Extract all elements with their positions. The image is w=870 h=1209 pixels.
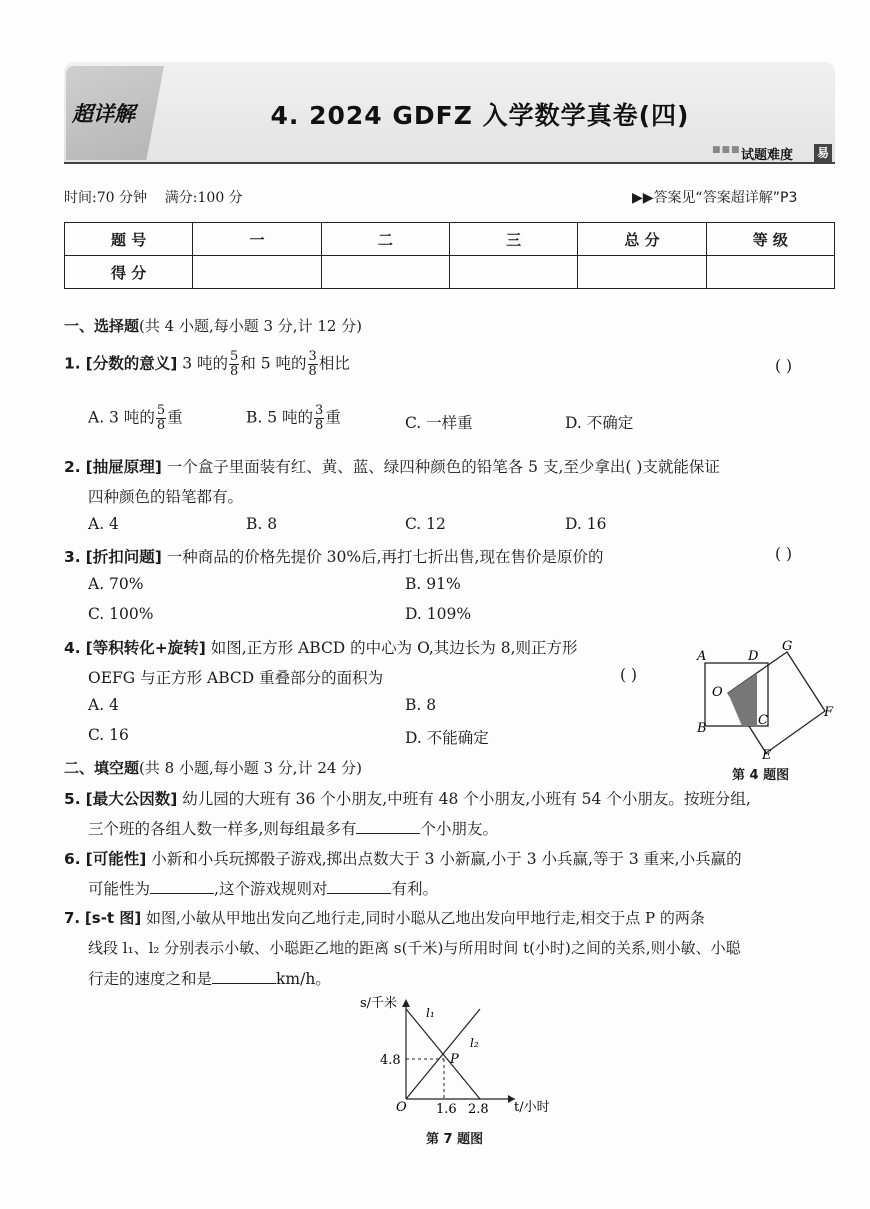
question-tag: [等积转化+旋转]: [85, 639, 206, 657]
question-2: 2. [抽屉原理] 一个盒子里面装有红、黄、蓝、绿四种颜色的铅笔各 5 支,至少拿出( )支就能保证: [64, 458, 720, 476]
question-tag: [分数的意义]: [85, 354, 178, 373]
label-o: O: [712, 685, 723, 700]
question-tag: [抽屉原理]: [85, 458, 162, 476]
y-axis-label: s/千米: [360, 996, 398, 1011]
answer-paren[interactable]: ( ): [775, 357, 793, 375]
question-tag: [最大公因数]: [85, 790, 178, 808]
y-axis-arrow-icon: [402, 999, 410, 1007]
option-b[interactable]: B. 8: [246, 515, 278, 533]
logo: 超详解: [72, 102, 135, 126]
option-a[interactable]: A. 4: [88, 515, 119, 533]
question-7-cont2: 行走的速度之和是 km/h。: [88, 970, 331, 988]
figure-squares: [690, 636, 840, 784]
x-tick-label: 1.6: [436, 1102, 457, 1117]
question-7: 7. [s-t 图] 如图,小敏从甲地出发向乙地行走,同时小聪从乙地出发向甲地行走,相交于点 P 的两条: [64, 909, 705, 927]
question-4-cont: OEFG 与正方形 ABCD 重叠部分的面积为: [88, 669, 384, 687]
question-5: 5. [最大公因数] 幼儿园的大班有 36 个小朋友,中班有 48 个小朋友,小班有 54 个小朋友。按班分组,: [64, 790, 751, 808]
option-c[interactable]: C. 12: [405, 515, 446, 533]
origin-label: O: [396, 1100, 407, 1115]
score-row-label: 得 分: [65, 256, 193, 289]
paper-title: 4. 2024 GDFZ 入学数学真卷(四): [270, 101, 690, 130]
score-table-header-row: [65, 223, 835, 256]
option-d[interactable]: D. 16: [565, 515, 607, 533]
figure-st-graph: [340, 995, 570, 1123]
answer-paren[interactable]: ( ): [620, 666, 638, 684]
difficulty-dots-icon: ■■■: [712, 145, 741, 155]
l2-label: l₂: [470, 1036, 479, 1050]
exam-time: 时间:70 分钟: [64, 190, 147, 206]
question-3: 3. [折扣问题] 一种商品的价格先提价 30%后,再打七折出售,现在售价是原价的: [64, 548, 604, 566]
score-table-header-cell: 总 分: [578, 223, 706, 256]
fraction: $\frac{5}{8}$: [230, 349, 239, 379]
score-cell[interactable]: [706, 256, 834, 289]
answer-blank[interactable]: [356, 821, 420, 834]
section-title-choice: 一、选择题(共 4 小题,每小题 3 分,计 12 分): [64, 317, 363, 335]
score-table: [64, 222, 835, 289]
answer-blank[interactable]: [150, 881, 214, 894]
label-e: E: [762, 748, 772, 763]
option-d[interactable]: D. 不确定: [565, 414, 634, 432]
score-cell[interactable]: [578, 256, 706, 289]
option-c[interactable]: C. 一样重: [405, 414, 473, 432]
label-b: B: [697, 721, 707, 736]
option-c[interactable]: C. 100%: [88, 605, 154, 623]
score-table-header-cell: 二: [321, 223, 449, 256]
question-6: 6. [可能性] 小新和小兵玩掷骰子游戏,掷出点数大于 3 小新赢,小于 3 小兵赢,等于 3 重来,小兵赢的: [64, 850, 742, 868]
option-a[interactable]: A. 4: [88, 696, 119, 714]
question-7-cont: 线段 l₁、l₂ 分别表示小敏、小聪距乙地的距离 s(千米)与所用时间 t(小时)之间的关系,则小敏、小聪: [88, 939, 741, 957]
figure-7-caption: 第 7 题图: [426, 1132, 484, 1147]
answer-blank[interactable]: [212, 971, 276, 984]
score-table-header-cell: 题 号: [65, 223, 193, 256]
label-a: A: [697, 649, 707, 664]
score-table-header-cell: 三: [449, 223, 577, 256]
question-tag: [可能性]: [85, 850, 147, 868]
exam-meta: [64, 187, 243, 207]
x-axis-label: t/小时: [514, 1100, 550, 1115]
label-c: C: [758, 713, 768, 728]
figure-4-caption: 第 4 题图: [732, 768, 790, 783]
point-p-label: P: [450, 1052, 459, 1067]
score-cell[interactable]: [321, 256, 449, 289]
difficulty-level-badge: 易: [814, 144, 832, 162]
exam-full-score: 满分:100 分: [164, 190, 243, 206]
question-4: 4. [等积转化+旋转] 如图,正方形 ABCD 的中心为 O,其边长为 8,则正方形: [64, 639, 578, 657]
option-d[interactable]: D. 不能确定: [405, 729, 489, 747]
label-d: D: [748, 649, 759, 664]
label-f: F: [824, 705, 834, 720]
question-2-cont: 四种颜色的铅笔都有。: [88, 488, 244, 506]
score-table-header-cell: 一: [193, 223, 321, 256]
question-number: 1.: [64, 354, 81, 373]
option-a[interactable]: A. 70%: [88, 575, 144, 593]
y-tick-label: 4.8: [380, 1053, 401, 1068]
question-1: 1. [分数的意义] 3 吨的 $\frac{5}{8}$ 和 5 吨的 $\frac{3}{8}$ 相比: [64, 349, 350, 379]
answer-blank[interactable]: [327, 881, 391, 894]
score-table-header-cell: 等 级: [706, 223, 834, 256]
option-c[interactable]: C. 16: [88, 726, 129, 744]
option-d[interactable]: D. 109%: [405, 605, 472, 623]
l1-label: l₁: [426, 1006, 435, 1020]
option-b[interactable]: B. 91%: [405, 575, 461, 593]
question-tag: [s-t 图]: [84, 909, 142, 927]
answer-paren[interactable]: ( ): [775, 545, 793, 563]
question-tag: [折扣问题]: [85, 548, 162, 566]
label-g: G: [782, 639, 793, 654]
score-cell[interactable]: [193, 256, 321, 289]
answer-reference: ▶▶答案见“答案超详解”P3: [632, 190, 798, 206]
difficulty-label: 试题难度: [741, 148, 794, 163]
section-title-fill: 二、填空题(共 8 小题,每小题 3 分,计 24 分): [64, 759, 363, 777]
question-5-cont: 三个班的各组人数一样多,则每组最多有 个小朋友。: [88, 820, 498, 838]
option-b[interactable]: B. 5 吨的 $\frac{3}{8}$ 重: [246, 403, 341, 433]
fraction: $\frac{3}{8}$: [308, 349, 317, 379]
question-6-cont: 可能性为 ,这个游戏规则对 有利。: [88, 880, 438, 898]
option-b[interactable]: B. 8: [405, 696, 437, 714]
score-cell[interactable]: [449, 256, 577, 289]
score-table-score-row: [65, 256, 835, 289]
option-a[interactable]: A. 3 吨的 $\frac{5}{8}$ 重: [88, 403, 183, 433]
x-tick-label: 2.8: [468, 1102, 489, 1117]
